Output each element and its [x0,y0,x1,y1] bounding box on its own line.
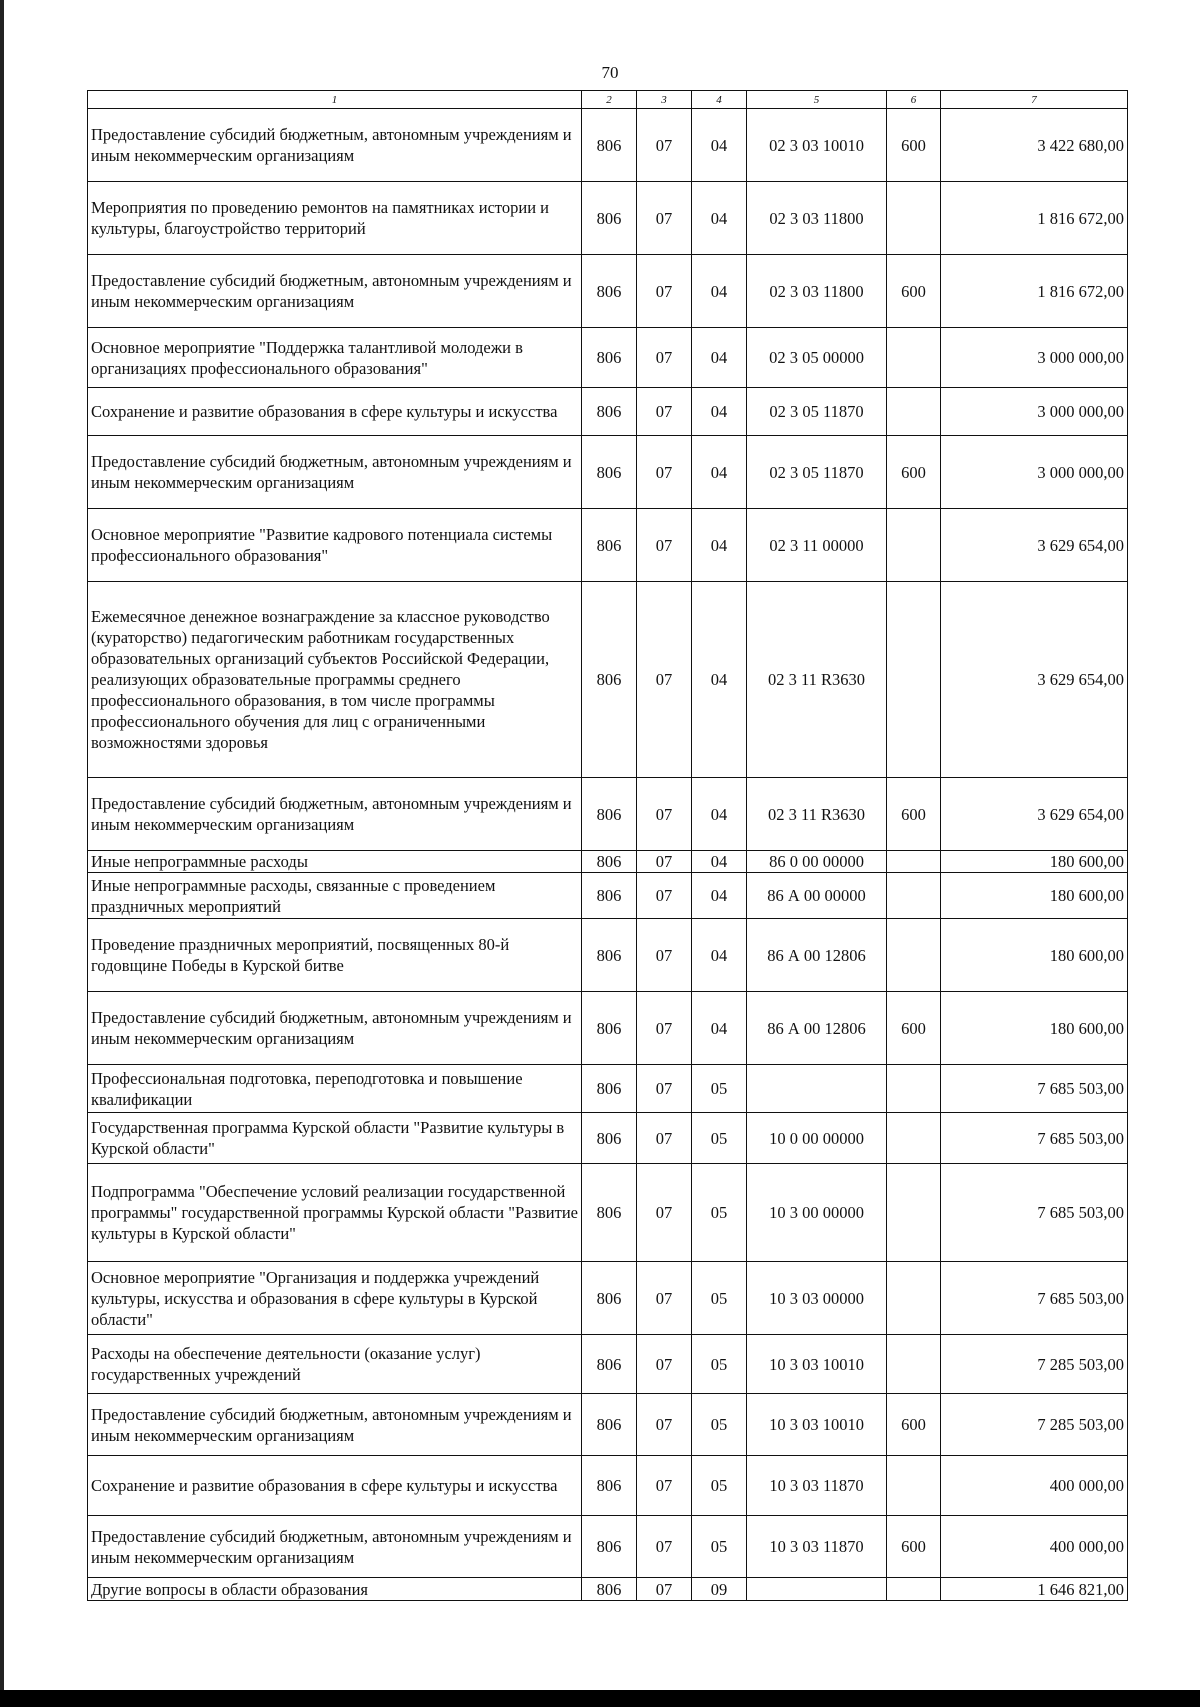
cell-section: 07 [637,582,692,778]
table-row [88,388,1128,436]
cell-subsection: 05 [692,1456,747,1516]
cell-csr: 02 3 11 R3630 [747,582,887,778]
column-number: 1 [88,91,582,109]
cell-vr: 600 [887,1394,941,1456]
cell-amount: 7 285 503,00 [941,1394,1128,1456]
column-number: 5 [747,91,887,109]
column-number-row [88,91,1128,109]
table-row [88,1456,1128,1516]
cell-amount: 7 685 503,00 [941,1262,1128,1335]
cell-amount: 1 816 672,00 [941,255,1128,328]
cell-csr: 02 3 03 11800 [747,182,887,255]
cell-subsection: 05 [692,1113,747,1164]
cell-csr: 10 3 03 00000 [747,1262,887,1335]
cell-section: 07 [637,778,692,851]
table-row [88,1065,1128,1113]
cell-subsection: 04 [692,182,747,255]
cell-gr: 806 [582,182,637,255]
cell-vr [887,1578,941,1601]
expense-name: Предоставление субсидий бюджетным, автономным учреждениям и иным некоммерческим организациям [88,255,582,328]
expense-name: Предоставление субсидий бюджетным, автономным учреждениям и иным некоммерческим организациям [88,778,582,851]
cell-subsection: 04 [692,778,747,851]
cell-section: 07 [637,851,692,873]
cell-subsection: 04 [692,436,747,509]
cell-csr: 02 3 05 11870 [747,436,887,509]
cell-vr: 600 [887,1516,941,1578]
cell-subsection: 04 [692,992,747,1065]
cell-vr: 600 [887,109,941,182]
cell-section: 07 [637,1394,692,1456]
cell-amount: 180 600,00 [941,851,1128,873]
cell-vr [887,1456,941,1516]
cell-gr: 806 [582,919,637,992]
cell-section: 07 [637,328,692,388]
table-row [88,182,1128,255]
cell-gr: 806 [582,388,637,436]
column-number: 4 [692,91,747,109]
cell-amount: 7 285 503,00 [941,1335,1128,1394]
expense-name: Предоставление субсидий бюджетным, автономным учреждениям и иным некоммерческим организациям [88,1516,582,1578]
cell-csr: 02 3 05 11870 [747,388,887,436]
cell-subsection: 05 [692,1516,747,1578]
cell-vr [887,182,941,255]
cell-section: 07 [637,1262,692,1335]
cell-vr [887,1065,941,1113]
expense-name: Иные непрограммные расходы [88,851,582,873]
cell-gr: 806 [582,1394,637,1456]
cell-section: 07 [637,182,692,255]
cell-section: 07 [637,1065,692,1113]
cell-csr: 10 3 03 10010 [747,1335,887,1394]
cell-csr: 86 0 00 00000 [747,851,887,873]
expense-name: Ежемесячное денежное вознаграждение за классное руководство (кураторство) педагогическим работникам государственных образовательных организаций субъектов Российской Федерации, реализующих образовательные программы среднего профессионального образования, в том числе программы профессионального обучения для лиц с ограниченными возможностями здоровья [88,582,582,778]
cell-subsection: 05 [692,1065,747,1113]
cell-amount: 3 422 680,00 [941,109,1128,182]
cell-amount: 400 000,00 [941,1516,1128,1578]
cell-section: 07 [637,1164,692,1262]
cell-gr: 806 [582,1113,637,1164]
cell-vr [887,873,941,919]
cell-csr: 10 0 00 00000 [747,1113,887,1164]
cell-vr [887,328,941,388]
cell-subsection: 05 [692,1164,747,1262]
expense-name: Сохранение и развитие образования в сфере культуры и искусства [88,1456,582,1516]
cell-gr: 806 [582,1065,637,1113]
cell-gr: 806 [582,992,637,1065]
expense-name: Предоставление субсидий бюджетным, автономным учреждениям и иным некоммерческим организациям [88,109,582,182]
cell-amount: 7 685 503,00 [941,1113,1128,1164]
expense-name: Мероприятия по проведению ремонтов на памятниках истории и культуры, благоустройство территорий [88,182,582,255]
table-row [88,1578,1128,1601]
cell-section: 07 [637,992,692,1065]
cell-gr: 806 [582,1516,637,1578]
expense-name: Проведение праздничных мероприятий, посвященных 80-й годовщине Победы в Курской битве [88,919,582,992]
cell-amount: 180 600,00 [941,873,1128,919]
cell-csr: 02 3 11 00000 [747,509,887,582]
expense-name: Подпрограмма "Обеспечение условий реализации государственной программы" государственной программы Курской области "Развитие культуры в Курской области" [88,1164,582,1262]
cell-amount: 7 685 503,00 [941,1164,1128,1262]
cell-csr: 10 3 03 10010 [747,1394,887,1456]
cell-csr: 86 А 00 12806 [747,919,887,992]
table-row [88,582,1128,778]
cell-csr: 10 3 03 11870 [747,1516,887,1578]
cell-vr: 600 [887,778,941,851]
table-row [88,1164,1128,1262]
cell-subsection: 04 [692,255,747,328]
column-number: 6 [887,91,941,109]
cell-section: 07 [637,919,692,992]
table-row [88,255,1128,328]
cell-section: 07 [637,1516,692,1578]
cell-section: 07 [637,109,692,182]
cell-section: 07 [637,509,692,582]
cell-amount: 1 646 821,00 [941,1578,1128,1601]
cell-subsection: 05 [692,1394,747,1456]
page-number: 70 [601,63,619,82]
cell-subsection: 04 [692,109,747,182]
cell-subsection: 04 [692,509,747,582]
cell-section: 07 [637,873,692,919]
cell-csr: 02 3 05 00000 [747,328,887,388]
expense-name: Основное мероприятие "Поддержка талантливой молодежи в организациях профессионального образования" [88,328,582,388]
cell-amount: 400 000,00 [941,1456,1128,1516]
cell-subsection: 05 [692,1262,747,1335]
cell-section: 07 [637,255,692,328]
cell-gr: 806 [582,436,637,509]
table-row [88,328,1128,388]
column-number: 3 [637,91,692,109]
cell-amount: 3 629 654,00 [941,509,1128,582]
cell-csr: 10 3 00 00000 [747,1164,887,1262]
cell-section: 07 [637,1456,692,1516]
cell-section: 07 [637,1578,692,1601]
expense-name: Расходы на обеспечение деятельности (оказание услуг) государственных учреждений [88,1335,582,1394]
cell-amount: 7 685 503,00 [941,1065,1128,1113]
cell-subsection: 04 [692,851,747,873]
cell-csr [747,1065,887,1113]
cell-section: 07 [637,388,692,436]
cell-csr: 02 3 11 R3630 [747,778,887,851]
expense-name: Основное мероприятие "Организация и поддержка учреждений культуры, искусства и образования в сфере культуры в Курской области" [88,1262,582,1335]
expense-name: Сохранение и развитие образования в сфере культуры и искусства [88,388,582,436]
table-row [88,509,1128,582]
cell-gr: 806 [582,851,637,873]
cell-gr: 806 [582,1335,637,1394]
table-row [88,109,1128,182]
expense-name: Предоставление субсидий бюджетным, автономным учреждениям и иным некоммерческим организациям [88,992,582,1065]
expense-name: Предоставление субсидий бюджетным, автономным учреждениям и иным некоммерческим организациям [88,1394,582,1456]
cell-csr: 02 3 03 11800 [747,255,887,328]
budget-table [87,90,1128,1601]
cell-gr: 806 [582,1456,637,1516]
cell-amount: 3 000 000,00 [941,388,1128,436]
cell-vr [887,1262,941,1335]
cell-vr [887,851,941,873]
column-number: 2 [582,91,637,109]
cell-vr: 600 [887,436,941,509]
cell-subsection: 04 [692,328,747,388]
table-row [88,919,1128,992]
cell-vr: 600 [887,255,941,328]
cell-gr: 806 [582,109,637,182]
cell-vr [887,582,941,778]
scan-border-bottom [0,1690,1200,1707]
cell-amount: 180 600,00 [941,992,1128,1065]
cell-gr: 806 [582,873,637,919]
cell-amount: 180 600,00 [941,919,1128,992]
cell-vr [887,388,941,436]
cell-vr: 600 [887,992,941,1065]
cell-amount: 3 000 000,00 [941,328,1128,388]
expense-name: Другие вопросы в области образования [88,1578,582,1601]
expense-name: Государственная программа Курской области "Развитие культуры в Курской области" [88,1113,582,1164]
cell-vr [887,1113,941,1164]
expense-name: Профессиональная подготовка, переподготовка и повышение квалификации [88,1065,582,1113]
table-row [88,778,1128,851]
cell-section: 07 [637,1335,692,1394]
cell-section: 07 [637,436,692,509]
cell-csr: 02 3 03 10010 [747,109,887,182]
cell-subsection: 04 [692,919,747,992]
table-row [88,1113,1128,1164]
cell-vr [887,919,941,992]
table-row [88,1394,1128,1456]
cell-csr [747,1578,887,1601]
cell-subsection: 04 [692,873,747,919]
cell-subsection: 04 [692,388,747,436]
cell-subsection: 09 [692,1578,747,1601]
table-row [88,1335,1128,1394]
table-row [88,436,1128,509]
cell-gr: 806 [582,328,637,388]
cell-gr: 806 [582,582,637,778]
cell-csr: 86 А 00 00000 [747,873,887,919]
cell-vr [887,1335,941,1394]
cell-gr: 806 [582,778,637,851]
cell-amount: 3 000 000,00 [941,436,1128,509]
table-row [88,1262,1128,1335]
cell-subsection: 05 [692,1335,747,1394]
table-row [88,873,1128,919]
column-number: 7 [941,91,1128,109]
cell-csr: 10 3 03 11870 [747,1456,887,1516]
cell-amount: 3 629 654,00 [941,778,1128,851]
expense-name: Предоставление субсидий бюджетным, автономным учреждениям и иным некоммерческим организациям [88,436,582,509]
cell-section: 07 [637,1113,692,1164]
cell-gr: 806 [582,1578,637,1601]
cell-subsection: 04 [692,582,747,778]
scan-border-left [0,0,4,1690]
expense-name: Основное мероприятие "Развитие кадрового потенциала системы профессионального образования" [88,509,582,582]
cell-gr: 806 [582,1164,637,1262]
cell-vr [887,509,941,582]
cell-csr: 86 А 00 12806 [747,992,887,1065]
cell-gr: 806 [582,255,637,328]
cell-vr [887,1164,941,1262]
cell-amount: 1 816 672,00 [941,182,1128,255]
table-row [88,1516,1128,1578]
table-row [88,992,1128,1065]
cell-gr: 806 [582,509,637,582]
table-row [88,851,1128,873]
expense-name: Иные непрограммные расходы, связанные с проведением праздничных мероприятий [88,873,582,919]
cell-amount: 3 629 654,00 [941,582,1128,778]
cell-gr: 806 [582,1262,637,1335]
